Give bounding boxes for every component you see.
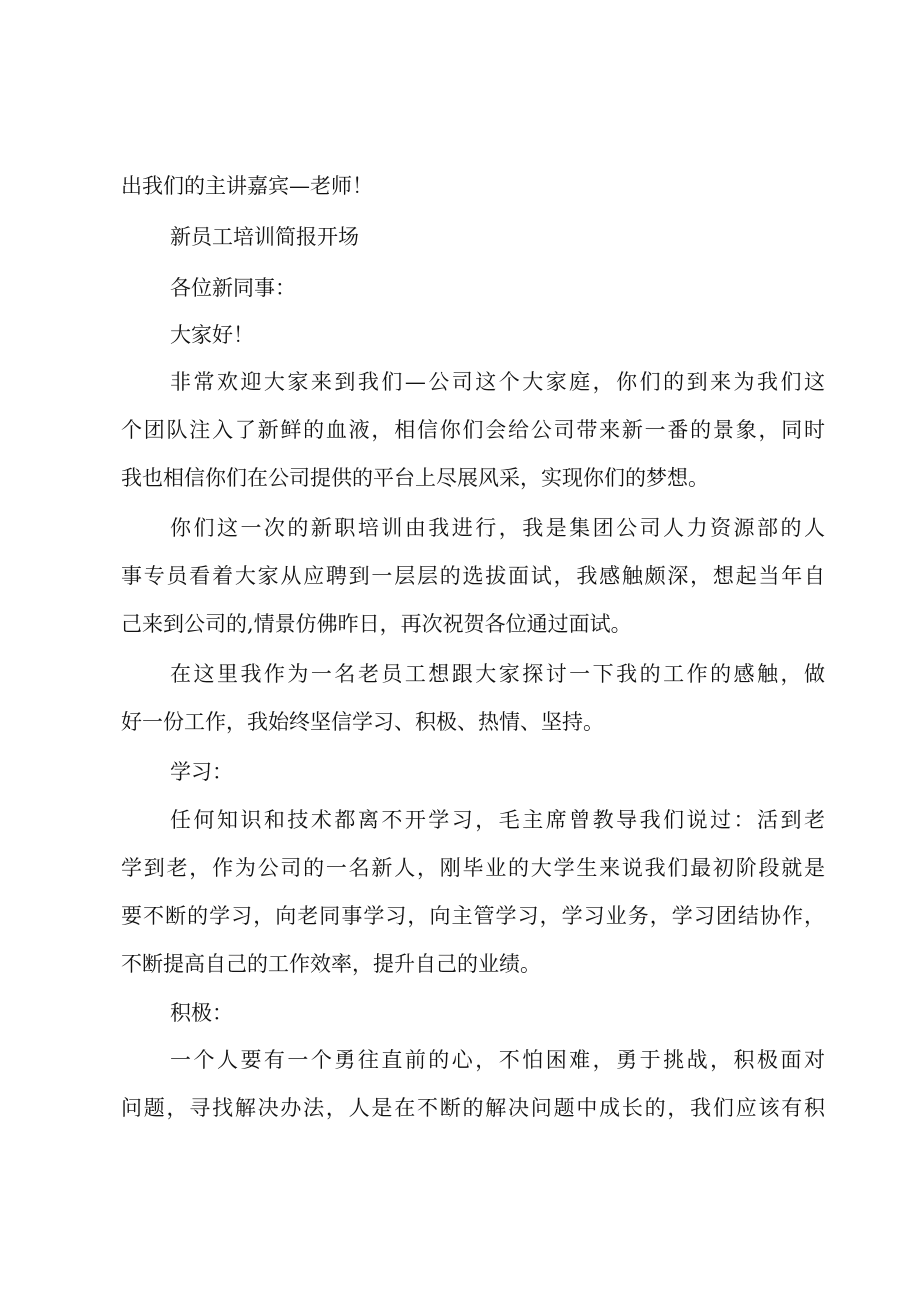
- paragraph-line: 好一份工作，我始终坚信学习、积极、热情、坚持。: [121, 710, 604, 734]
- section-heading: 积极：: [170, 1001, 233, 1025]
- paragraph-line: 在这里我作为一名老员工想跟大家探讨一下我的工作的感触，做: [170, 662, 825, 686]
- paragraph-line: 不断提高自己的工作效率，提升自己的业绩。: [121, 952, 541, 976]
- paragraph-line: 非常欢迎大家来到我们—公司这个大家庭，你们的到来为我们这: [170, 370, 825, 394]
- paragraph-line: 问题，寻找解决办法，人是在不断的解决问题中成长的，我们应该有积: [121, 1096, 825, 1120]
- paragraph-line: 你们这一次的新职培训由我进行，我是集团公司人力资源部的人: [170, 516, 825, 540]
- paragraph-line: 己来到公司的,情景仿佛昨日，再次祝贺各位通过面试。: [121, 612, 632, 636]
- paragraph-line: 任何知识和技术都离不开学习，毛主席曾教导我们说过：活到老: [170, 808, 825, 832]
- paragraph-line: 出我们的主讲嘉宾—老师！: [121, 174, 373, 198]
- paragraph-line: 学到老，作为公司的一名新人，刚毕业的大学生来说我们最初阶段就是: [121, 856, 825, 880]
- title-line: 新员工培训简报开场: [170, 225, 359, 249]
- section-heading: 学习：: [170, 760, 233, 784]
- salutation-line: 各位新同事：: [170, 276, 296, 300]
- paragraph-line: 个团队注入了新鲜的血液，相信你们会给公司带来新一番的景象，同时: [121, 418, 825, 442]
- paragraph-line: 我也相信你们在公司提供的平台上尽展风采，实现你们的梦想。: [121, 466, 709, 490]
- paragraph-line: 一个人要有一个勇往直前的心，不怕困难，勇于挑战，积极面对: [170, 1048, 825, 1072]
- paragraph-line: 要不断的学习，向老同事学习，向主管学习，学习业务，学习团结协作，: [121, 904, 825, 928]
- paragraph-line: 事专员看着大家从应聘到一层层的选拔面试，我感触颇深，想起当年自: [121, 564, 825, 588]
- greeting-line: 大家好！: [170, 323, 254, 347]
